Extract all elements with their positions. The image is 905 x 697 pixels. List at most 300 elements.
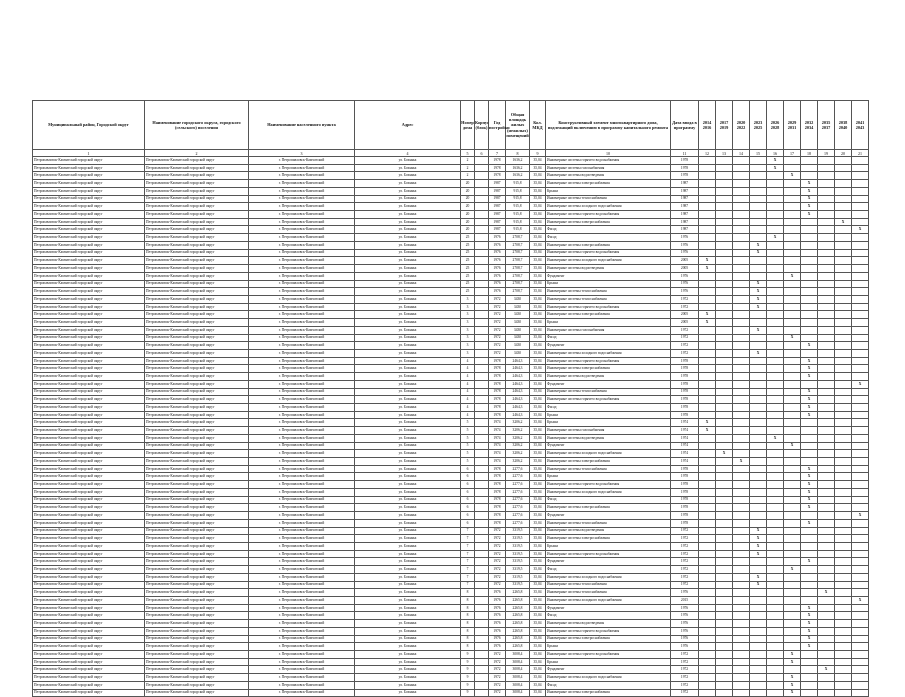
period-cell <box>767 604 784 612</box>
period-cell <box>767 365 784 373</box>
period-cell <box>835 303 852 311</box>
date-cell: 1972 <box>671 681 699 689</box>
locality-cell: г. Петропавловск-Камчатский <box>249 265 355 273</box>
locality-cell: г. Петропавловск-Камчатский <box>249 157 355 165</box>
settlement-cell: Петропавловск-Камчатский городской округ <box>145 427 249 435</box>
element-cell: Крыша <box>546 187 671 195</box>
locality-cell: г. Петропавловск-Камчатский <box>249 643 355 651</box>
period-cell <box>767 303 784 311</box>
year-cell: 1976 <box>489 280 506 288</box>
period-cell <box>784 157 801 165</box>
district-cell: Петропавловск-Камчатский городской округ <box>33 380 145 388</box>
period-cell <box>818 434 835 442</box>
table-row <box>33 427 869 435</box>
area-cell: 3008,4 <box>506 651 530 659</box>
period-cell <box>852 357 869 365</box>
district-cell: Петропавловск-Камчатский городской округ <box>33 427 145 435</box>
period-cell <box>835 172 852 180</box>
date-cell: 1976 <box>671 589 699 597</box>
locality-cell: г. Петропавловск-Камчатский <box>249 496 355 504</box>
period-cell <box>852 465 869 473</box>
block-cell <box>475 342 489 350</box>
settlement-cell: Петропавловск-Камчатский городской округ <box>145 218 249 226</box>
year-cell: 1987 <box>489 187 506 195</box>
settlement-cell: Петропавловск-Камчатский городской округ <box>145 411 249 419</box>
house-cell: 7 <box>461 566 475 574</box>
period-cell <box>750 411 767 419</box>
period-cell <box>835 527 852 535</box>
period-cell: X <box>801 203 818 211</box>
period-cell <box>767 380 784 388</box>
district-cell: Петропавловск-Камчатский городской округ <box>33 249 145 257</box>
period-cell <box>784 411 801 419</box>
locality-cell: г. Петропавловск-Камчатский <box>249 558 355 566</box>
table-row <box>33 411 869 419</box>
year-cell: 1976 <box>489 288 506 296</box>
table-row <box>33 612 869 620</box>
period-cell: X <box>750 288 767 296</box>
kmkd-cell: 35,04 <box>530 326 546 334</box>
period-cell <box>852 427 869 435</box>
period-cell <box>852 234 869 242</box>
period-cell <box>750 419 767 427</box>
period-cell <box>801 319 818 327</box>
period-cell <box>767 658 784 666</box>
period-cell <box>716 257 733 265</box>
period-cell <box>784 550 801 558</box>
period-cell <box>835 334 852 342</box>
year-cell: 1972 <box>489 311 506 319</box>
period-cell: X <box>767 157 784 165</box>
block-cell <box>475 280 489 288</box>
period-cell <box>750 427 767 435</box>
period-cell <box>716 272 733 280</box>
table-row <box>33 241 869 249</box>
period-cell <box>733 596 750 604</box>
column-number: 21 <box>852 150 869 157</box>
kmkd-cell: 35,04 <box>530 203 546 211</box>
period-cell <box>716 488 733 496</box>
area-cell: 2464,3 <box>506 411 530 419</box>
period-cell <box>733 203 750 211</box>
date-cell: 2015 <box>671 596 699 604</box>
period-cell <box>835 319 852 327</box>
locality-cell: г. Петропавловск-Камчатский <box>249 527 355 535</box>
element-cell: Фундамент <box>546 442 671 450</box>
locality-cell: г. Петропавловск-Камчатский <box>249 172 355 180</box>
street-cell: ул. Бохняка <box>355 172 461 180</box>
period-cell <box>767 527 784 535</box>
area-cell: 3206,2 <box>506 442 530 450</box>
period-cell <box>801 349 818 357</box>
house-cell: 9 <box>461 674 475 682</box>
period-cell <box>733 249 750 257</box>
period-cell <box>716 373 733 381</box>
house-cell: 3 <box>461 319 475 327</box>
period-cell <box>716 180 733 188</box>
period-cell <box>835 542 852 550</box>
period-cell <box>716 427 733 435</box>
period-cell: X <box>750 280 767 288</box>
element-cell: Инженерные системы холодного водоснабжения <box>546 257 671 265</box>
house-cell: 3 <box>461 311 475 319</box>
area-cell: 3206,2 <box>506 419 530 427</box>
settlement-cell: Петропавловск-Камчатский городской округ <box>145 334 249 342</box>
locality-cell: г. Петропавловск-Камчатский <box>249 450 355 458</box>
house-cell: 6 <box>461 473 475 481</box>
period-cell: X <box>801 496 818 504</box>
house-cell: 5 <box>461 442 475 450</box>
kmkd-cell: 35,04 <box>530 458 546 466</box>
period-cell <box>767 442 784 450</box>
kmkd-cell: 35,04 <box>530 450 546 458</box>
element-cell: Инженерные системы теплоснабжения <box>546 581 671 589</box>
period-cell <box>784 164 801 172</box>
column-number: 7 <box>489 150 506 157</box>
period-cell <box>750 635 767 643</box>
date-cell: 1976 <box>671 643 699 651</box>
period-cell <box>852 218 869 226</box>
district-cell: Петропавловск-Камчатский городской округ <box>33 542 145 550</box>
period-cell <box>818 658 835 666</box>
area-cell: 3319,5 <box>506 573 530 581</box>
date-cell: 1987 <box>671 180 699 188</box>
period-cell <box>699 211 716 219</box>
period-cell <box>767 612 784 620</box>
period-cell <box>767 180 784 188</box>
settlement-cell: Петропавловск-Камчатский городской округ <box>145 658 249 666</box>
settlement-cell: Петропавловск-Камчатский городской округ <box>145 627 249 635</box>
locality-cell: г. Петропавловск-Камчатский <box>249 573 355 581</box>
locality-cell: г. Петропавловск-Камчатский <box>249 458 355 466</box>
period-cell <box>835 411 852 419</box>
period-cell <box>818 535 835 543</box>
date-cell: 1972 <box>671 334 699 342</box>
block-cell <box>475 419 489 427</box>
period-cell <box>750 481 767 489</box>
period-cell <box>784 249 801 257</box>
column-header: 2035 2037 <box>818 101 835 150</box>
year-cell: 1976 <box>489 604 506 612</box>
locality-cell: г. Петропавловск-Камчатский <box>249 488 355 496</box>
period-cell <box>852 272 869 280</box>
element-cell: Инженерные системы горячего водоснабжения <box>546 396 671 404</box>
date-cell: 1978 <box>671 411 699 419</box>
settlement-cell: Петропавловск-Камчатский городской округ <box>145 566 249 574</box>
kmkd-cell: 35,04 <box>530 272 546 280</box>
period-cell <box>750 681 767 689</box>
table-row <box>33 681 869 689</box>
period-cell <box>699 203 716 211</box>
period-cell <box>750 674 767 682</box>
column-header: Корпус (блок) <box>475 101 489 150</box>
element-cell: Фундамент <box>546 342 671 350</box>
date-cell: 1976 <box>671 272 699 280</box>
district-cell: Петропавловск-Камчатский городской округ <box>33 326 145 334</box>
period-cell <box>750 434 767 442</box>
period-cell <box>835 211 852 219</box>
district-cell: Петропавловск-Камчатский городской округ <box>33 604 145 612</box>
period-cell: X <box>801 504 818 512</box>
year-cell: 1978 <box>489 404 506 412</box>
column-header: Конструктивный элемент многоквартирного дома, подлежащий включению в программу капитального ремонта <box>546 101 671 150</box>
column-header: Муниципальный район, Городской округ <box>33 101 145 150</box>
period-cell <box>801 172 818 180</box>
house-cell: 2 <box>461 164 475 172</box>
table-row <box>33 434 869 442</box>
district-cell: Петропавловск-Камчатский городской округ <box>33 396 145 404</box>
settlement-cell: Петропавловск-Камчатский городской округ <box>145 180 249 188</box>
period-cell <box>801 535 818 543</box>
settlement-cell: Петропавловск-Камчатский городской округ <box>145 349 249 357</box>
year-cell: 1972 <box>489 566 506 574</box>
period-cell <box>835 157 852 165</box>
block-cell <box>475 535 489 543</box>
period-cell <box>733 195 750 203</box>
area-cell: 2708,7 <box>506 234 530 242</box>
period-cell <box>852 203 869 211</box>
period-cell: X <box>801 465 818 473</box>
area-cell: 2265,8 <box>506 643 530 651</box>
period-cell <box>835 681 852 689</box>
district-cell: Петропавловск-Камчатский городской округ <box>33 404 145 412</box>
period-cell <box>784 465 801 473</box>
district-cell: Петропавловск-Камчатский городской округ <box>33 666 145 674</box>
period-cell <box>750 596 767 604</box>
year-cell: 1972 <box>489 527 506 535</box>
table-row <box>33 527 869 535</box>
block-cell <box>475 573 489 581</box>
period-cell <box>784 380 801 388</box>
street-cell: ул. Бохняка <box>355 573 461 581</box>
district-cell: Петропавловск-Камчатский городской округ <box>33 342 145 350</box>
period-cell: X <box>784 658 801 666</box>
area-cell: 2708,7 <box>506 265 530 273</box>
table-row <box>33 689 869 697</box>
date-cell: 1976 <box>671 635 699 643</box>
locality-cell: г. Петропавловск-Камчатский <box>249 380 355 388</box>
kmkd-cell: 35,04 <box>530 195 546 203</box>
year-cell: 1972 <box>489 349 506 357</box>
period-cell <box>716 504 733 512</box>
period-cell <box>733 635 750 643</box>
period-cell <box>835 635 852 643</box>
locality-cell: г. Петропавловск-Камчатский <box>249 504 355 512</box>
date-cell: 1976 <box>671 288 699 296</box>
area-cell: 2277,6 <box>506 496 530 504</box>
element-cell: Фундамент <box>546 666 671 674</box>
year-cell: 1972 <box>489 658 506 666</box>
date-cell: 1972 <box>671 558 699 566</box>
date-cell: 1974 <box>671 450 699 458</box>
period-cell <box>835 326 852 334</box>
period-cell <box>699 388 716 396</box>
block-cell <box>475 558 489 566</box>
period-cell <box>818 342 835 350</box>
element-cell: Фасад <box>546 404 671 412</box>
period-cell <box>699 326 716 334</box>
period-cell <box>716 388 733 396</box>
period-cell <box>852 373 869 381</box>
column-number: 1 <box>33 150 145 157</box>
period-cell: X <box>784 566 801 574</box>
period-cell <box>852 172 869 180</box>
date-cell: 1972 <box>671 349 699 357</box>
block-cell <box>475 373 489 381</box>
locality-cell: г. Петропавловск-Камчатский <box>249 535 355 543</box>
column-header: 2014 2016 <box>699 101 716 150</box>
area-cell: 2708,7 <box>506 288 530 296</box>
period-cell <box>733 604 750 612</box>
element-cell: Инженерные системы электроснабжения <box>546 458 671 466</box>
block-cell <box>475 627 489 635</box>
locality-cell: г. Петропавловск-Камчатский <box>249 689 355 697</box>
element-cell: Фасад <box>546 226 671 234</box>
locality-cell: г. Петропавловск-Камчатский <box>249 203 355 211</box>
year-cell: 1987 <box>489 195 506 203</box>
period-cell <box>716 550 733 558</box>
period-cell <box>818 218 835 226</box>
column-header: Кол. МКД <box>530 101 546 150</box>
period-cell <box>750 450 767 458</box>
period-cell <box>733 681 750 689</box>
year-cell: 1976 <box>489 241 506 249</box>
table-row <box>33 357 869 365</box>
area-cell: 3319,5 <box>506 542 530 550</box>
table-row <box>33 211 869 219</box>
settlement-cell: Петропавловск-Камчатский городской округ <box>145 157 249 165</box>
date-cell: 1978 <box>671 481 699 489</box>
block-cell <box>475 550 489 558</box>
period-cell <box>733 535 750 543</box>
period-cell <box>716 542 733 550</box>
district-cell: Петропавловск-Камчатский городской округ <box>33 434 145 442</box>
column-header: 2032 2034 <box>801 101 818 150</box>
house-cell: 20 <box>461 203 475 211</box>
period-cell: X <box>801 627 818 635</box>
table-row <box>33 280 869 288</box>
street-cell: ул. Бохняка <box>355 257 461 265</box>
period-cell <box>784 496 801 504</box>
block-cell <box>475 666 489 674</box>
element-cell: Инженерные системы электроснабжения <box>546 180 671 188</box>
period-cell <box>784 241 801 249</box>
table-header-row <box>33 101 869 150</box>
area-cell: 3430 <box>506 303 530 311</box>
district-cell: Петропавловск-Камчатский городской округ <box>33 689 145 697</box>
date-cell: 1976 <box>671 627 699 635</box>
period-cell <box>852 396 869 404</box>
year-cell: 1976 <box>489 249 506 257</box>
street-cell: ул. Бохняка <box>355 357 461 365</box>
period-cell <box>835 357 852 365</box>
element-cell: Инженерные системы водоотведения <box>546 434 671 442</box>
period-cell <box>733 666 750 674</box>
locality-cell: г. Петропавловск-Камчатский <box>249 288 355 296</box>
period-cell <box>784 512 801 520</box>
period-cell <box>716 404 733 412</box>
period-cell: X <box>801 558 818 566</box>
settlement-cell: Петропавловск-Камчатский городской округ <box>145 388 249 396</box>
period-cell <box>733 527 750 535</box>
date-cell: 1987 <box>671 226 699 234</box>
element-cell: Инженерные системы водоотведения <box>546 265 671 273</box>
column-number: 19 <box>818 150 835 157</box>
table-row <box>33 234 869 242</box>
table-row <box>33 326 869 334</box>
period-cell <box>699 280 716 288</box>
year-cell: 1976 <box>489 635 506 643</box>
year-cell: 1987 <box>489 218 506 226</box>
period-cell <box>767 465 784 473</box>
period-cell <box>699 635 716 643</box>
period-cell <box>801 666 818 674</box>
year-cell: 1976 <box>489 265 506 273</box>
street-cell: ул. Бохняка <box>355 450 461 458</box>
period-cell <box>767 535 784 543</box>
period-cell <box>716 411 733 419</box>
settlement-cell: Петропавловск-Камчатский городской округ <box>145 203 249 211</box>
table-row <box>33 550 869 558</box>
period-cell <box>784 396 801 404</box>
period-cell <box>767 411 784 419</box>
area-cell: 1636,2 <box>506 157 530 165</box>
period-cell: X <box>784 172 801 180</box>
period-cell: X <box>801 365 818 373</box>
area-cell: 3008,4 <box>506 658 530 666</box>
year-cell: 1972 <box>489 326 506 334</box>
area-cell: 2265,8 <box>506 612 530 620</box>
period-cell <box>852 620 869 628</box>
period-cell <box>835 365 852 373</box>
settlement-cell: Петропавловск-Камчатский городской округ <box>145 542 249 550</box>
period-cell <box>716 295 733 303</box>
street-cell: ул. Бохняка <box>355 365 461 373</box>
table-row <box>33 334 869 342</box>
kmkd-cell: 35,04 <box>530 257 546 265</box>
district-cell: Петропавловск-Камчатский городской округ <box>33 651 145 659</box>
year-cell: 1972 <box>489 295 506 303</box>
period-cell <box>818 643 835 651</box>
period-cell <box>801 527 818 535</box>
period-cell <box>733 404 750 412</box>
house-cell: 25 <box>461 257 475 265</box>
period-cell <box>733 566 750 574</box>
street-cell: ул. Бохняка <box>355 388 461 396</box>
period-cell <box>852 458 869 466</box>
period-cell: X <box>784 272 801 280</box>
period-cell <box>818 334 835 342</box>
period-cell <box>801 550 818 558</box>
period-cell <box>699 481 716 489</box>
element-cell: Крыша <box>546 319 671 327</box>
year-cell: 1972 <box>489 334 506 342</box>
period-cell <box>818 157 835 165</box>
period-cell <box>750 512 767 520</box>
kmkd-cell: 35,04 <box>530 280 546 288</box>
district-cell: Петропавловск-Камчатский городской округ <box>33 558 145 566</box>
period-cell <box>733 241 750 249</box>
period-cell <box>767 357 784 365</box>
period-cell <box>767 172 784 180</box>
period-cell <box>767 349 784 357</box>
block-cell <box>475 195 489 203</box>
table-row <box>33 365 869 373</box>
period-cell <box>835 257 852 265</box>
date-cell: 1978 <box>671 404 699 412</box>
period-cell <box>699 573 716 581</box>
period-cell <box>818 257 835 265</box>
